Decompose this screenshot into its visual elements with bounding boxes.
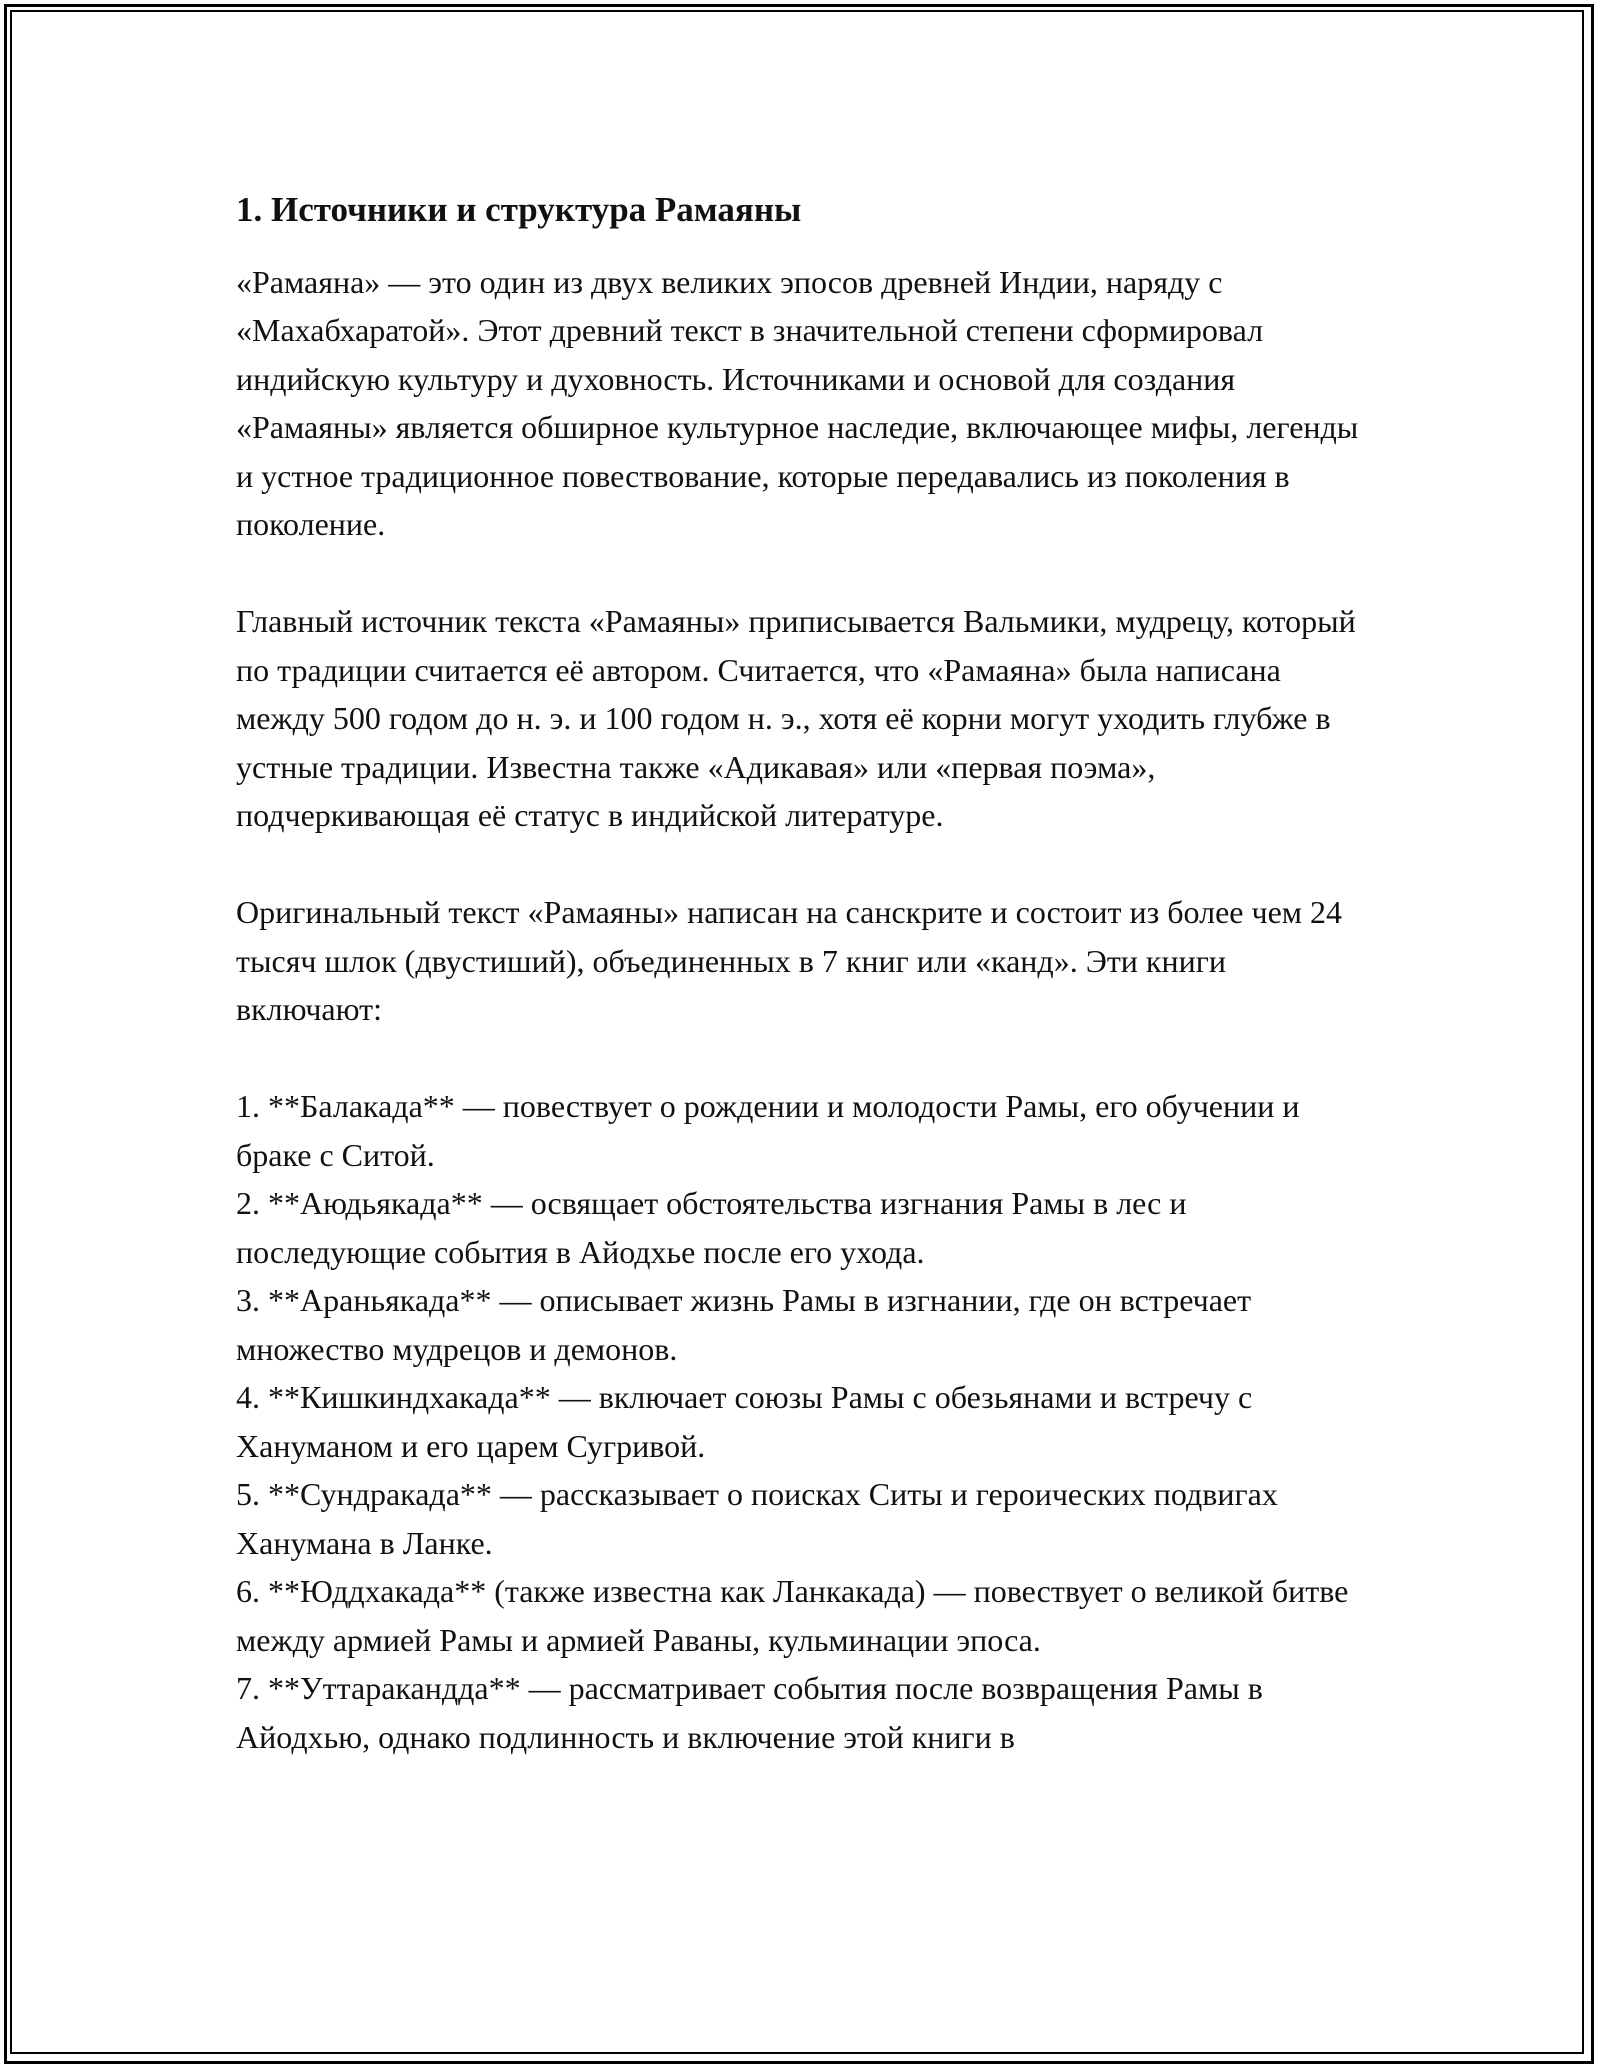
list-item-ayodhyakanda: 2. **Аюдьякада** — освящает обстоятельства изгнания Рамы в лес и последующие события в Айодхье после его ухода. [236, 1185, 1187, 1270]
document-body [236, 188, 1366, 1761]
list-item-kishkindhakanda: 4. **Кишкиндхакада** — включает союзы Рамы с обезьянами и встречу с Хануманом и его царем Сугривой. [236, 1379, 1253, 1464]
paragraph-intro: «Рамаяна» — это один из двух великих эпосов древней Индии, наряду с «Махабхаратой». Этот древний текст в значительной степени сформировал индийскую культуру и духовность. Источниками и основой для создания «Рамаяны» является обширное культурное наследие, включающее мифы, легенды и устное традиционное повествование, которые передавались из поколения в поколение. [236, 263, 1359, 543]
books-list [236, 1082, 1366, 1761]
list-item-uttarakanda: 7. **Уттараканддa** — рассматривает события после возвращения Рамы в Айодхью, однако подлинность и включение этой книги в [236, 1670, 1263, 1755]
paragraph-structure: Оригинальный текст «Рамаяны» написан на санскрите и состоит из более чем 24 тысяч шлок (двустиший), объединенных в 7 книг или «канд». Эти книги включают: [236, 894, 1343, 1028]
list-item-yuddhakanda: 6. **Юддхакада** (также известна как Ланкакада) — повествует о великой битве между армией Рамы и армией Раваны, кульминации эпоса. [236, 1573, 1349, 1658]
list-item-balakanda: 1. **Балакада** — повествует о рождении и молодости Рамы, его обучении и браке с Ситой. [236, 1088, 1300, 1173]
list-item-sundarakanda: 5. **Сундракада** — рассказывает о поисках Ситы и героических подвигах Ханумана в Ланке. [236, 1476, 1278, 1561]
list-item-aranyakanda: 3. **Араньякада** — описывает жизнь Рамы в изгнании, где он встречает множество мудрецов и демонов. [236, 1282, 1252, 1367]
section-heading: 1. Источники и структура Рамаяны [236, 190, 802, 229]
paragraph-source: Главный источник текста «Рамаяны» приписывается Вальмики, мудрецу, который по традиции считается её автором. Считается, что «Рамаяна» была написана между 500 годом до н. э. и 100 годом н. э., хотя её корни могут уходить глубже в устные традиции. Известна также «Адикавая» или «первая поэма», подчеркивающая её статус в индийской литературе. [236, 603, 1356, 834]
